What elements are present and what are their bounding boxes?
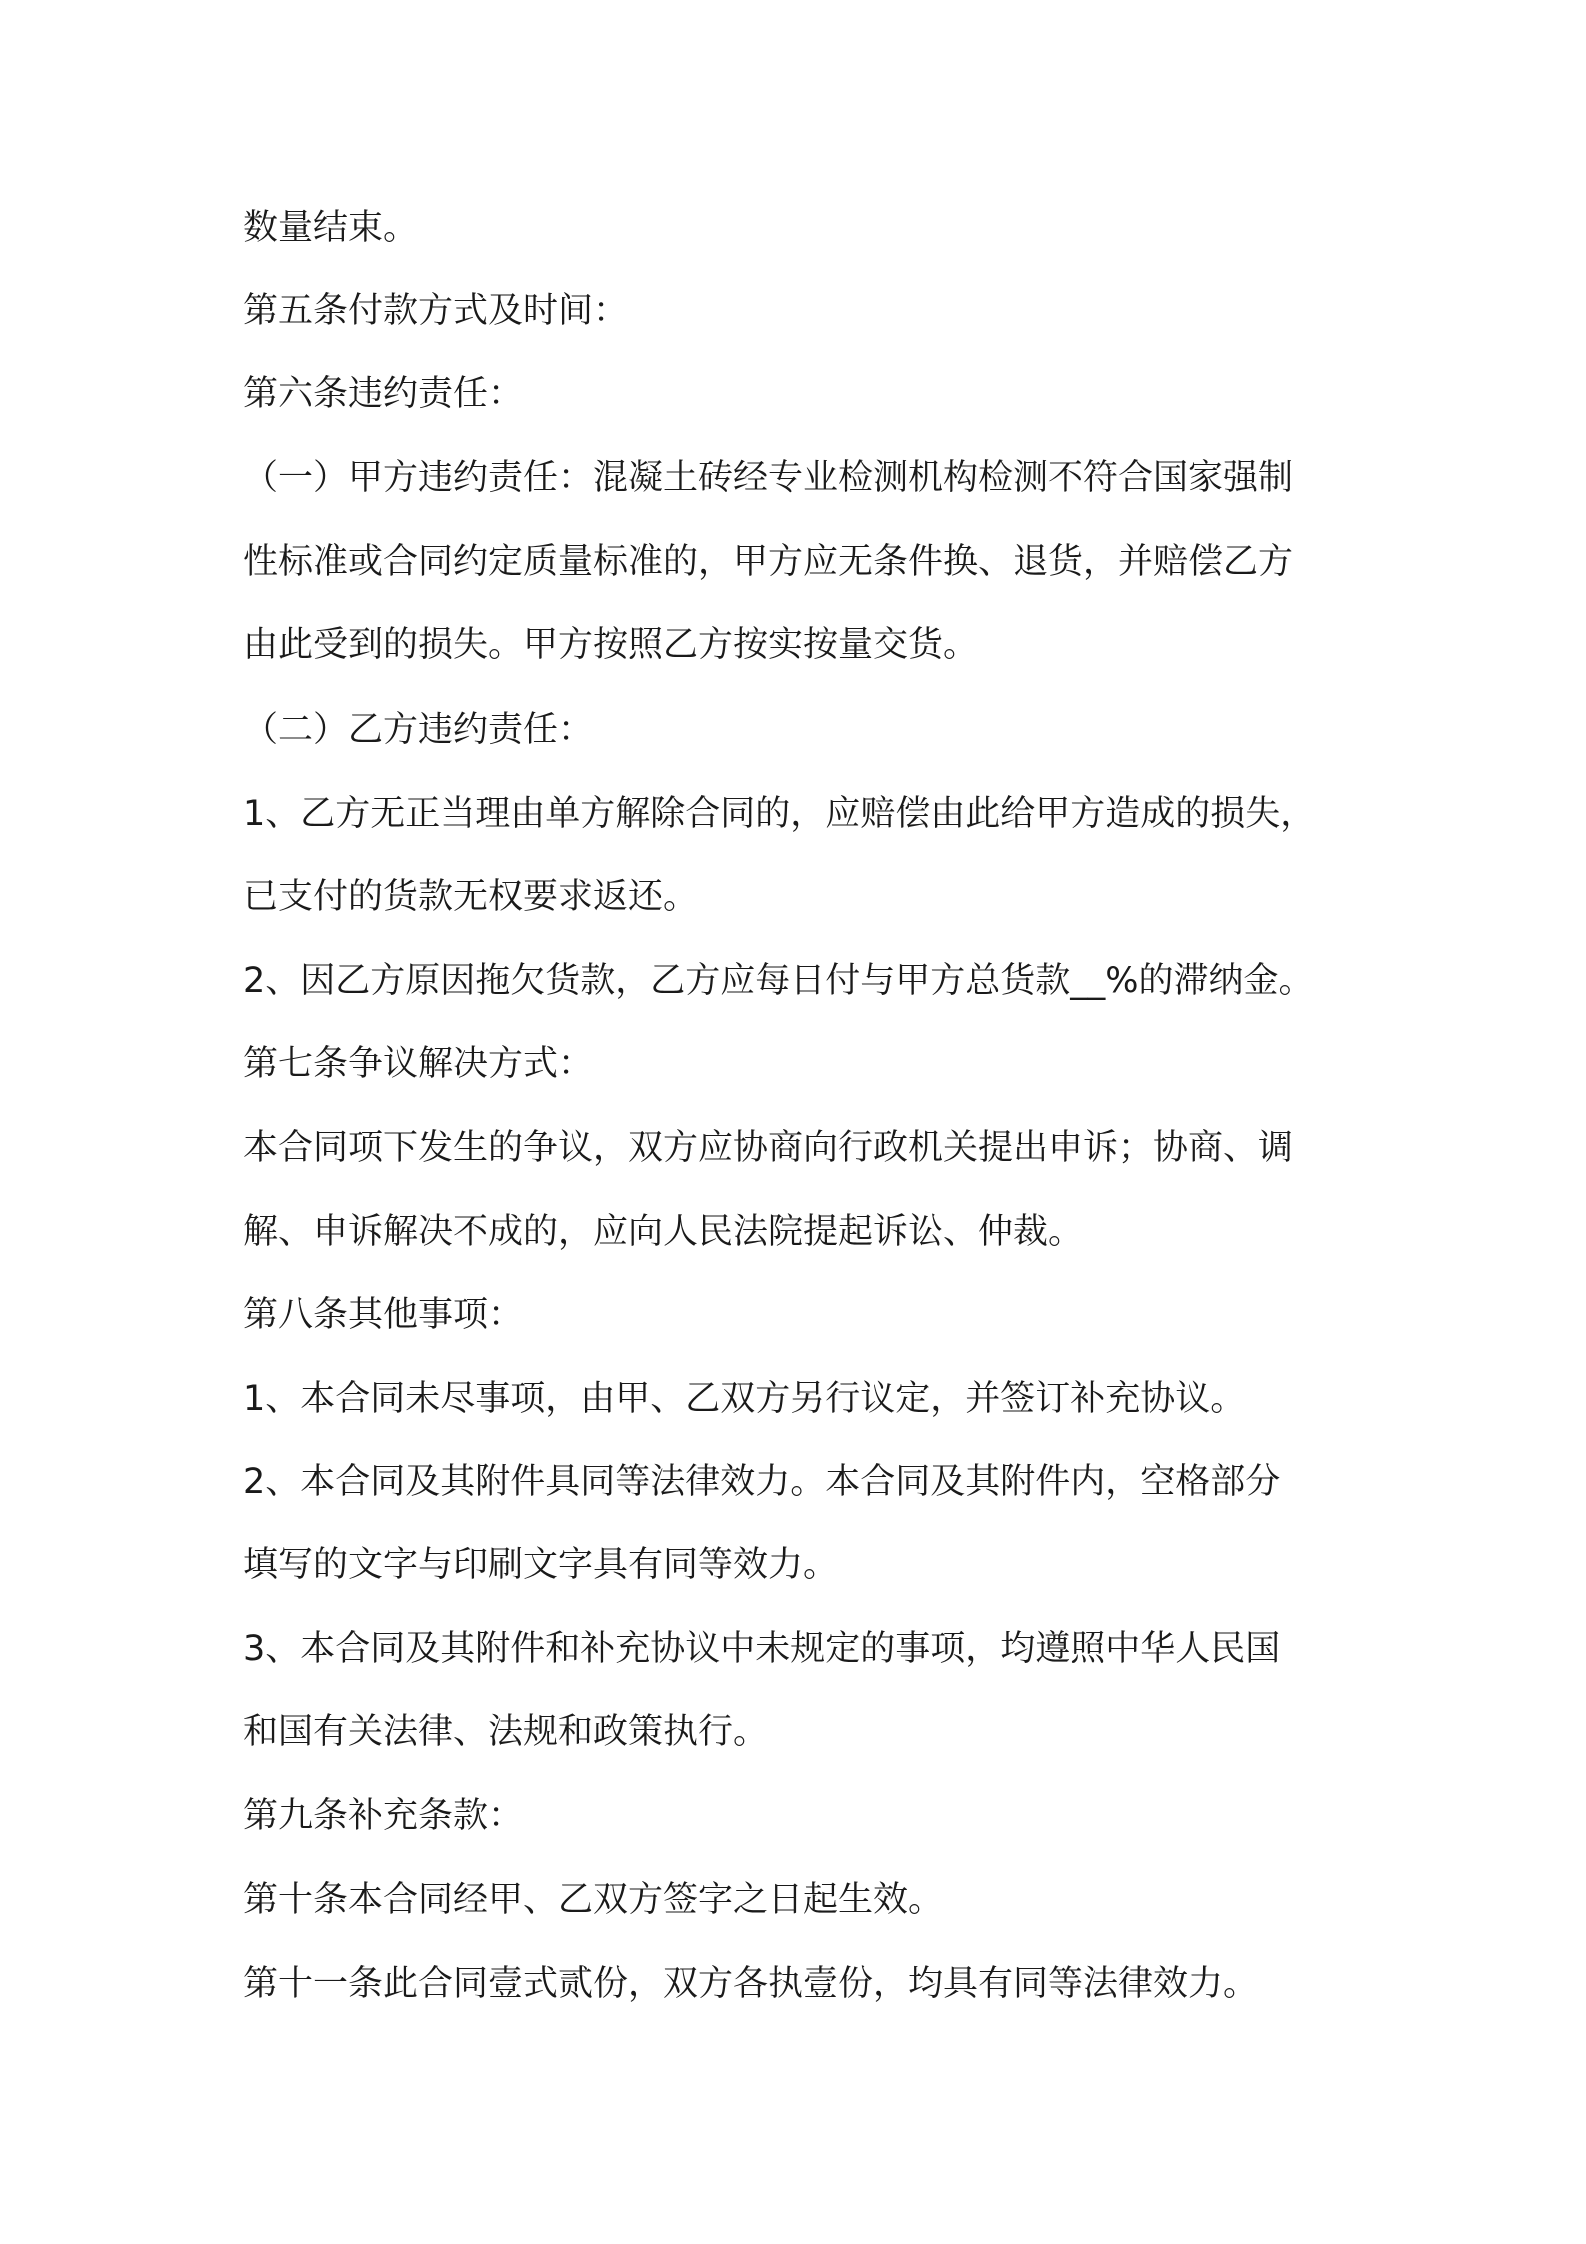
text-line: 第九条补充条款： [243,1796,524,1836]
text-line: 本合同项下发生的争议，双方应协商向行政机关提出申诉；协商、调 [243,1128,1294,1168]
text-line: 解、申诉解决不成的，应向人民法院提起诉讼、仲裁。 [243,1212,1084,1252]
text-line: （一）甲方违约责任：混凝土砖经专业检测机构检测不符合国家强制 [243,458,1294,498]
text-line: 由此受到的损失。甲方按照乙方按实按量交货。 [243,625,979,665]
text-line: 第六条违约责任： [243,374,524,414]
text-line: （二）乙方违约责任： [243,710,594,750]
text-line: 性标准或合同约定质量标准的，甲方应无条件换、退货，并赔偿乙方 [243,542,1294,582]
text-line: 3、本合同及其附件和补充协议中未规定的事项，均遵照中华人民国 [243,1629,1281,1669]
text-line: 数量结束。 [243,208,419,248]
text-line: 1、本合同未尽事项，由甲、乙双方另行议定，并签订补充协议。 [243,1379,1246,1419]
text-line: 第五条付款方式及时间： [243,291,629,331]
text-line: 1、乙方无正当理由单方解除合同的，应赔偿由此给甲方造成的损失， [243,794,1316,834]
text-line: 和国有关法律、法规和政策执行。 [243,1712,769,1752]
text-line: 已支付的货款无权要求返还。 [243,877,699,917]
text-line: 第十条本合同经甲、乙双方签字之日起生效。 [243,1880,944,1920]
text-line: 第七条争议解决方式： [243,1044,594,1084]
text-line: 2、因乙方原因拖欠货款，乙方应每日付与甲方总货款__%的滞纳金。 [243,961,1314,1001]
text-line: 第八条其他事项： [243,1295,524,1335]
text-line: 2、本合同及其附件具同等法律效力。本合同及其附件内，空格部分 [243,1462,1281,1502]
text-line: 填写的文字与印刷文字具有同等效力。 [243,1545,839,1585]
text-line: 第十一条此合同壹式贰份，双方各执壹份，均具有同等法律效力。 [243,1964,1259,2004]
